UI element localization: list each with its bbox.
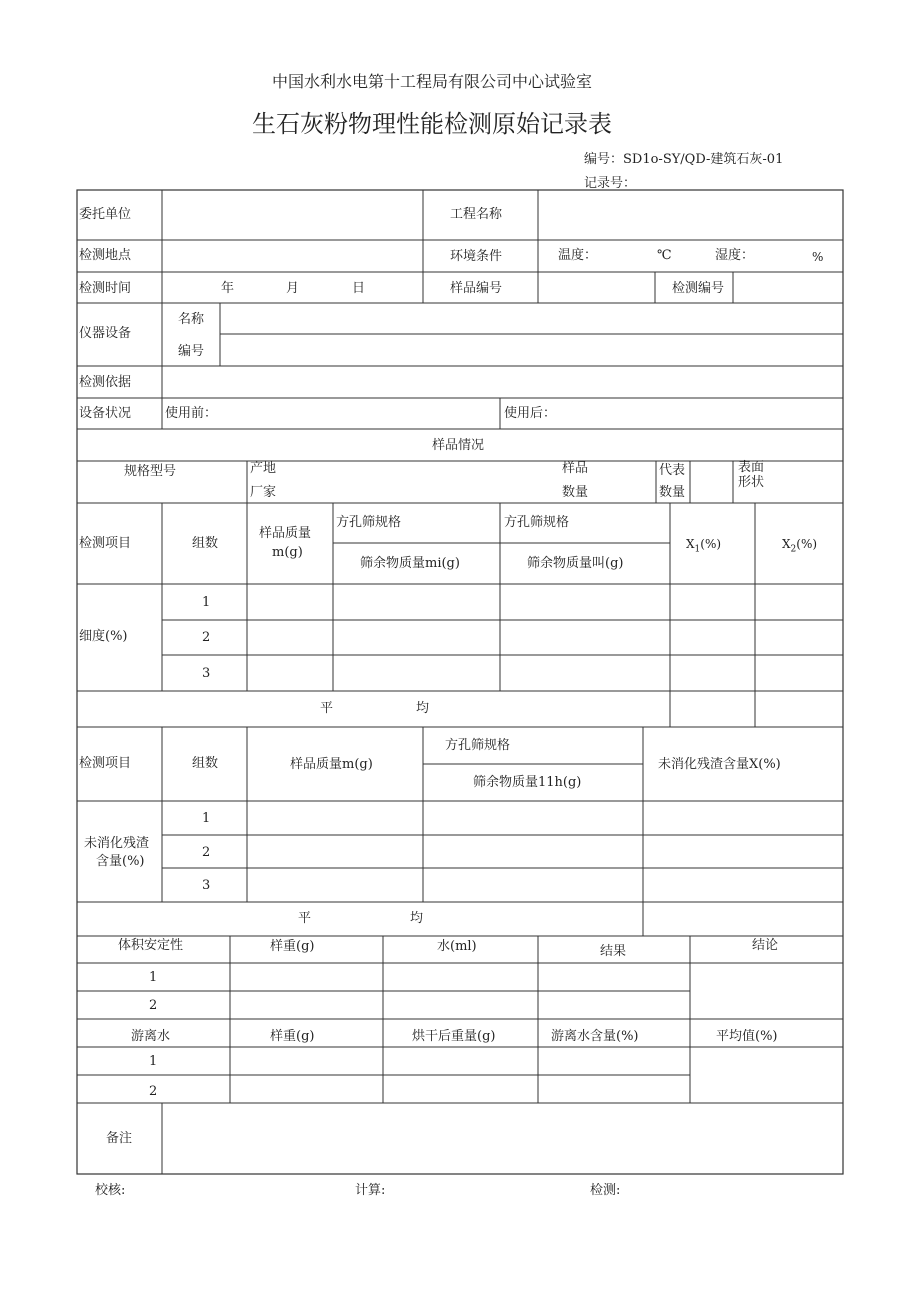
form-code: 编号：SD1o-SY/QD-建筑石灰-01 — [584, 152, 784, 167]
residue-label-1: 未消化残渣 — [84, 836, 150, 851]
x1-label: $X_1(\%)$ — [686, 537, 722, 555]
fineness-row-1: 1 — [202, 595, 211, 610]
soundness-conclusion-label: 结论 — [752, 938, 779, 953]
instrument-label: 仪器设备 — [79, 326, 132, 341]
project-label: 工程名称 — [450, 207, 503, 222]
device-status-label: 设备状况 — [79, 406, 132, 421]
residue-item-label: 检测项目 — [79, 756, 132, 771]
instrument-name-label: 名称 — [178, 312, 205, 327]
sample-section-title: 样品情况 — [432, 438, 485, 453]
fineness-mass-label-2: m(g) — [272, 545, 303, 560]
free-water-title: 游离水 — [131, 1029, 171, 1044]
rep-label-1: 代表 — [659, 463, 686, 478]
calc-signature-label: 计算: — [355, 1183, 386, 1198]
test-time-label: 检测时间 — [79, 281, 132, 296]
soundness-row-2: 2 — [149, 998, 158, 1013]
rep-label-2: 数量 — [659, 485, 686, 500]
soundness-result-label: 结果 — [600, 944, 627, 959]
free-water-avg-label: 平均值(%) — [716, 1029, 778, 1044]
residue-content-label: 未消化残渣含量X(%) — [658, 757, 781, 772]
free-water-content-label: 游离水含量(%) — [551, 1029, 639, 1044]
fineness-avg-2: 均 — [416, 701, 430, 716]
free-water-weight-label: 样重(g) — [270, 1029, 315, 1044]
soundness-weight-label: 样重(g) — [270, 939, 315, 954]
residue-sieve-spec: 方孔筛规格 — [445, 738, 511, 753]
temp-unit: ℃ — [657, 248, 672, 263]
month-label: 月 — [286, 281, 300, 296]
x2-label: $X_2(\%)$ — [782, 537, 818, 555]
humidity-label: 湿度： — [715, 248, 755, 263]
fineness-avg-1: 平 — [320, 701, 334, 716]
test-no-label: 检测编号 — [672, 281, 725, 296]
residue-avg-2: 均 — [410, 911, 424, 926]
origin-label-1: 产地 — [250, 461, 277, 476]
fineness-label: 细度(%) — [79, 629, 128, 644]
residue-mass-label: 样品质量m(g) — [290, 757, 373, 772]
sieve-spec-1: 方孔筛规格 — [336, 515, 402, 530]
residue-avg-1: 平 — [298, 911, 312, 926]
qty-label-1: 样品 — [562, 461, 589, 476]
residue-row-2: 2 — [202, 845, 211, 860]
check-signature-label: 校核: — [95, 1183, 126, 1198]
surface-label-2: 形状 — [738, 475, 765, 490]
client-label: 委托单位 — [79, 207, 132, 222]
humidity-unit: % — [812, 250, 824, 264]
fineness-item-label: 检测项目 — [79, 536, 132, 551]
fineness-group-label: 组数 — [192, 536, 219, 551]
after-use-label: 使用后： — [504, 406, 557, 421]
fineness-row-2: 2 — [202, 630, 211, 645]
free-water-dry-label: 烘干后重量(g) — [412, 1029, 496, 1044]
temp-label: 温度： — [558, 248, 598, 263]
surface-label-1: 表面 — [738, 460, 765, 475]
residue-sieve-mass: 筛余物质量11h(g) — [473, 775, 582, 790]
day-label: 日 — [352, 281, 366, 296]
residue-mass-1: 筛余物质量mi(g) — [360, 556, 460, 571]
fineness-mass-label-1: 样品质量 — [259, 526, 312, 541]
fineness-row-3: 3 — [202, 666, 211, 681]
residue-row-1: 1 — [202, 811, 211, 826]
org-name: 中国水利水电第十工程局有限公司中心试验室 — [272, 72, 593, 91]
free-water-row-1: 1 — [149, 1054, 158, 1069]
sieve-spec-2: 方孔筛规格 — [504, 515, 570, 530]
free-water-row-2: 2 — [149, 1084, 158, 1099]
instrument-number-label: 编号 — [178, 344, 205, 359]
spec-label: 规格型号 — [124, 464, 177, 479]
soundness-title: 体积安定性 — [118, 938, 184, 953]
qty-label-2: 数量 — [562, 485, 589, 500]
year-label: 年 — [221, 281, 235, 296]
remarks-label: 备注 — [106, 1131, 133, 1146]
origin-label-2: 厂家 — [250, 485, 277, 500]
residue-label-2: 含量(%) — [96, 854, 145, 869]
soundness-row-1: 1 — [149, 970, 158, 985]
residue-row-3: 3 — [202, 878, 211, 893]
location-label: 检测地点 — [79, 248, 132, 263]
residue-group-label: 组数 — [192, 756, 219, 771]
soundness-water-label: 水(ml) — [437, 939, 477, 954]
sample-no-label: 样品编号 — [450, 281, 503, 296]
basis-label: 检测依据 — [79, 375, 132, 390]
page-title: 生石灰粉物理性能检测原始记录表 — [252, 110, 612, 138]
record-number: 记录号： — [584, 176, 637, 191]
before-use-label: 使用前： — [165, 406, 218, 421]
env-label: 环境条件 — [450, 249, 503, 264]
residue-mass-2: 筛余物质量叫(g) — [527, 556, 624, 571]
test-signature-label: 检测: — [590, 1183, 621, 1198]
